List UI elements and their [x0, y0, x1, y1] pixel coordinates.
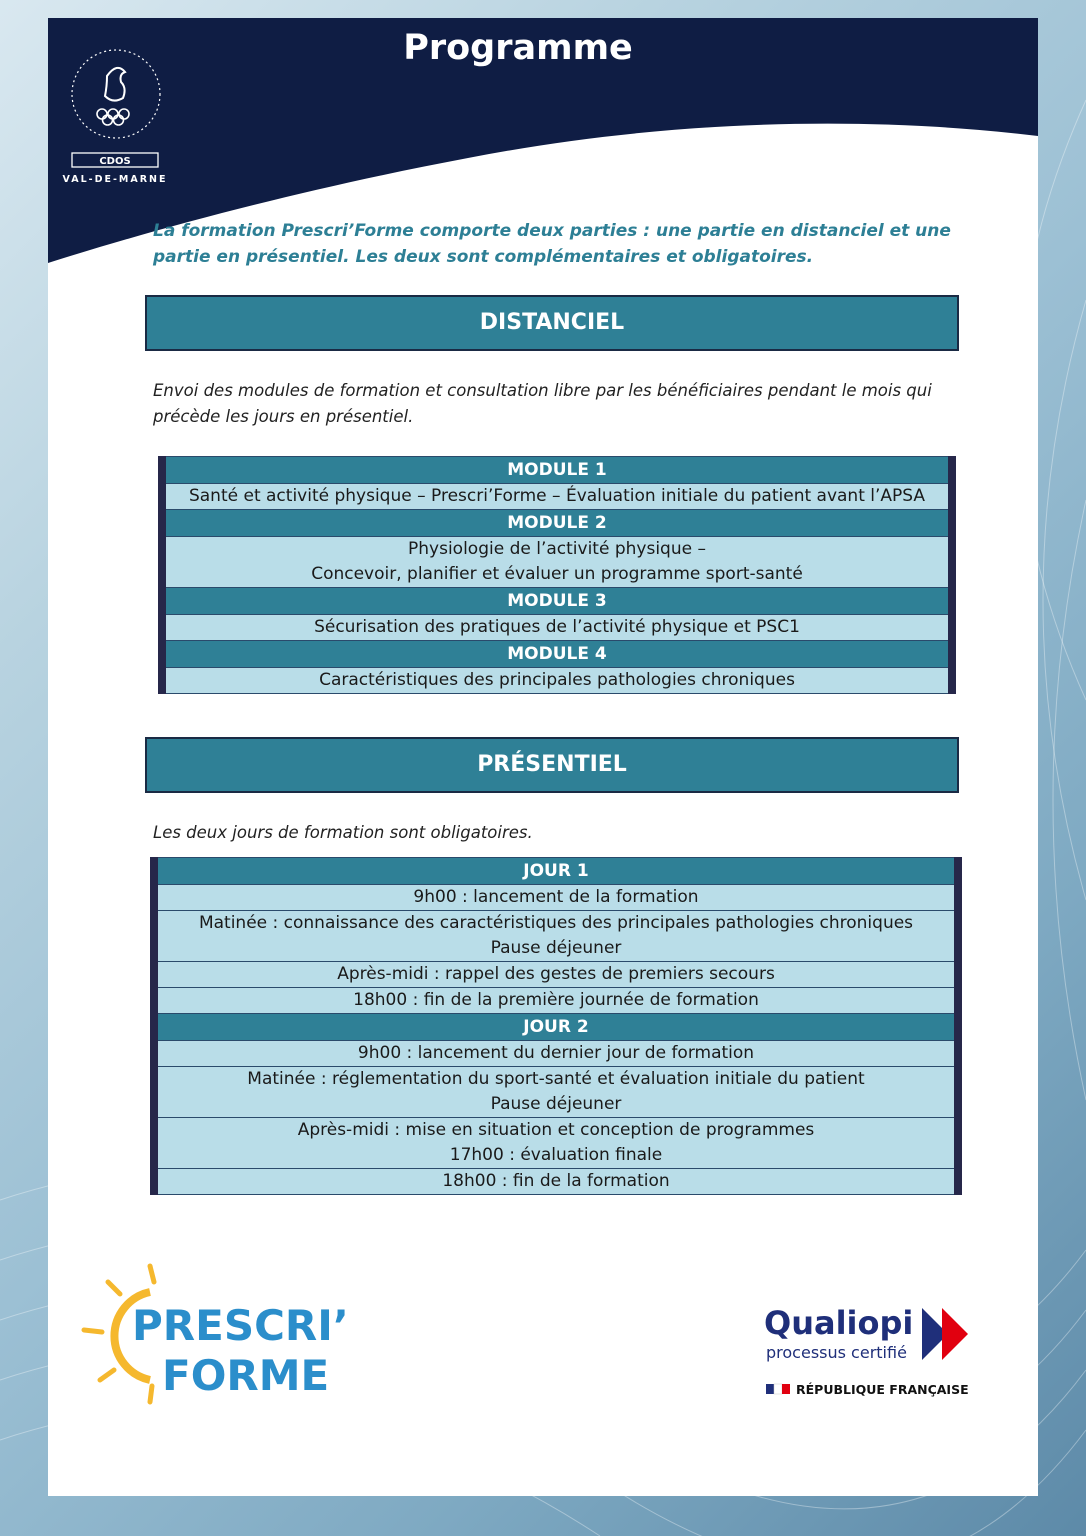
jour-2-row: Après-midi : mise en situation et conception de programmes 17h00 : évaluation finale — [154, 1118, 958, 1169]
jour-1-row: Après-midi : rappel des gestes de premiers secours — [154, 962, 958, 988]
jour-1-row: 9h00 : lancement de la formation — [154, 885, 958, 911]
module-3-content: Sécurisation des pratiques de l’activité physique et PSC1 — [162, 615, 952, 641]
logo-region-text: VAL-DE-MARNE — [62, 174, 168, 185]
distanciel-description: Envoi des modules de formation et consultation libre par les bénéficiaires pendant le mois qui précède les jours en présentiel. — [153, 381, 932, 426]
presentiel-banner: PRÉSENTIEL — [145, 737, 959, 793]
module-1-content: Santé et activité physique – Prescri’Forme – Évaluation initiale du patient avant l’APSA — [162, 484, 952, 510]
jour-2-row: 18h00 : fin de la formation — [154, 1169, 958, 1195]
module-1-title: MODULE 1 — [162, 457, 952, 484]
forme-text: FORME — [162, 1351, 330, 1400]
page-title: Programme — [403, 28, 633, 68]
module-2-content: Physiologie de l’activité physique – Concevoir, planifier et évaluer un programme sport-santé — [162, 537, 952, 588]
jour-1-row: 18h00 : fin de la première journée de formation — [154, 988, 958, 1014]
jour-2-row: Matinée : réglementation du sport-santé et évaluation initiale du patient Pause déjeuner — [154, 1067, 958, 1118]
prescri-forme-logo — [80, 1262, 349, 1412]
jour-1-row: Matinée : connaissance des caractéristiques des principales pathologies chroniques Pause déjeuner — [154, 911, 958, 962]
module-3-title: MODULE 3 — [162, 588, 952, 615]
jour-2-row: 9h00 : lancement du dernier jour de formation — [154, 1041, 958, 1067]
logo-badge-text: CDOS — [99, 156, 131, 167]
republique-text: RÉPUBLIQUE FRANÇAISE — [796, 1382, 969, 1397]
presentiel-description: Les deux jours de formation sont obligatoires. — [153, 823, 533, 842]
prescri-text: PRESCRI’ — [132, 1301, 349, 1350]
distanciel-banner: DISTANCIEL — [145, 295, 959, 351]
jour-2-title: JOUR 2 — [154, 1014, 958, 1041]
qualiopi-logo — [762, 1302, 992, 1402]
qualiopi-subtitle: processus certifié — [766, 1343, 907, 1362]
jour-1-title: JOUR 1 — [154, 858, 958, 885]
module-4-title: MODULE 4 — [162, 641, 952, 668]
qualiopi-name: Qualiopi — [764, 1304, 914, 1342]
modules-table — [158, 456, 956, 694]
intro-text: La formation Prescri’Forme comporte deux parties : une partie en distanciel et une partie en présentiel. Les deux sont complémentaires et obligatoires. — [153, 221, 951, 267]
module-4-content: Caractéristiques des principales pathologies chroniques — [162, 668, 952, 694]
jours-table — [150, 857, 962, 1195]
module-2-title: MODULE 2 — [162, 510, 952, 537]
